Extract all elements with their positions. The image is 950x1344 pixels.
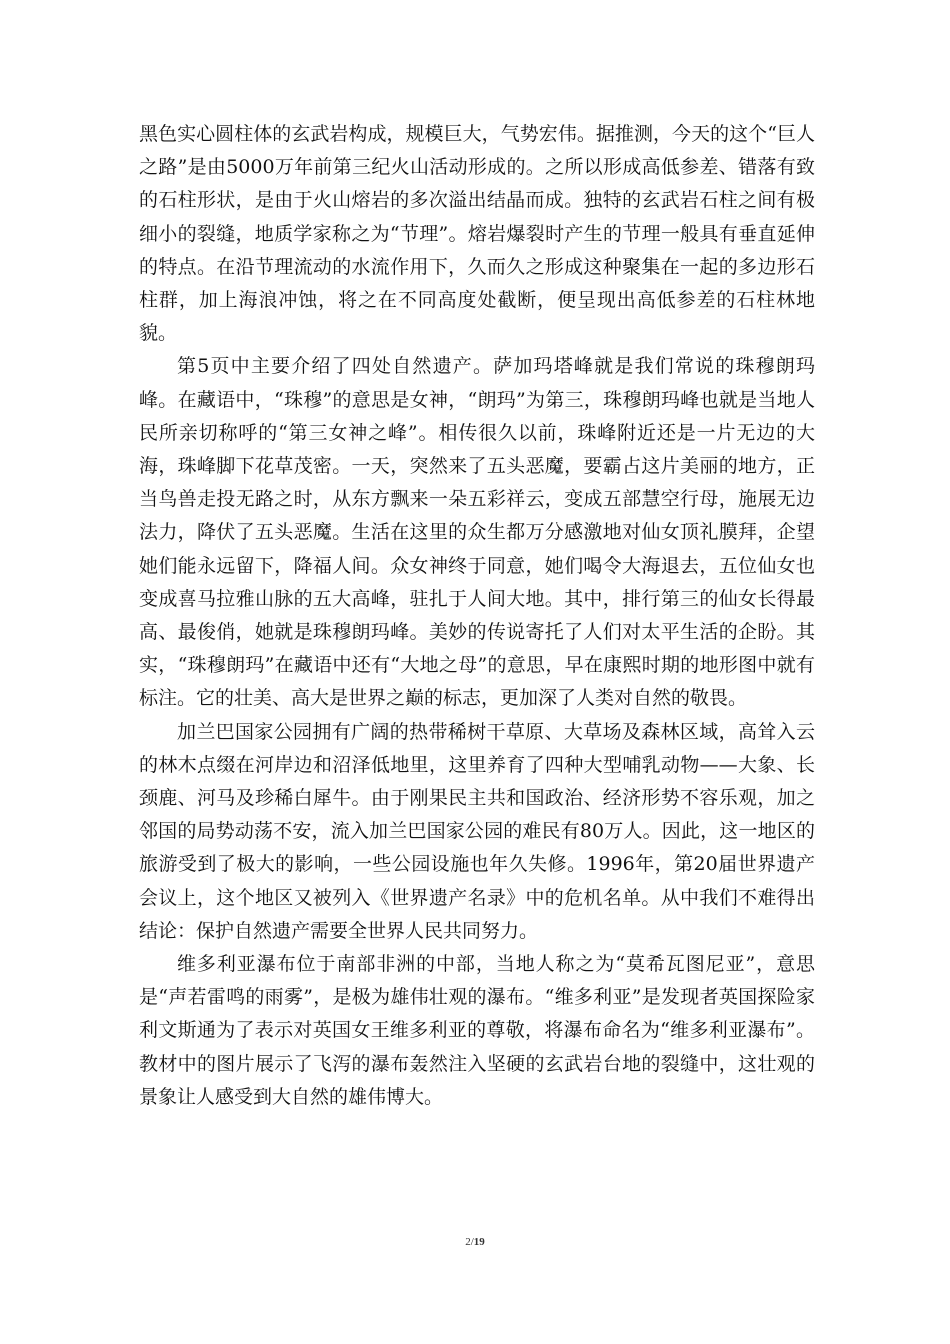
- paragraph-continuation: 黑色实心圆柱体的玄武岩构成，规模巨大，气势宏伟。据推测，今天的这个“巨人之路”是由5000万年前第三纪火山活动形成的。之所以形成高低参差、错落有致的石柱形状，是由于火山熔岩的多次溢出结晶而成。独特的玄武岩石柱之间有极细小的裂缝，地质学家称之为“节理”。熔岩爆裂时产生的节理一般具有垂直延伸的特点。在沿节理流动的水流作用下，久而久之形成这种聚集在一起的多边形石柱群，加上海浪冲蚀，将之在不同高度处截断，便呈现出高低参差的石柱林地貌。: [139, 123, 815, 345]
- page-number-current: 2/: [465, 1236, 474, 1248]
- page-number: [0, 1236, 950, 1248]
- document-body: [139, 118, 815, 1114]
- paragraph-garamba: 加兰巴国家公园拥有广阔的热带稀树干草原、大草场及森林区域，高耸入云的林木点缀在河岸边和沼泽低地里，这里养育了四种大型哺乳动物——大象、长颈鹿、河马及珍稀白犀牛。由于刚果民主共和国政治、经济形势不容乐观，加之邻国的局势动荡不安，流入加兰巴国家公园的难民有80万人。因此，这一地区的旅游受到了极大的影响，一些公园设施也年久失修。1996年，第20届世界遗产会议上，这个地区又被列入《世界遗产名录》中的危机名单。从中我们不难得出结论：保护自然遗产需要全世界人民共同努力。: [139, 720, 815, 942]
- paragraph-everest: 第5页中主要介绍了四处自然遗产。萨加玛塔峰就是我们常说的珠穆朗玛峰。在藏语中，“珠穆”的意思是女神，“朗玛”为第三，珠穆朗玛峰也就是当地人民所亲切称呼的“第三女神之峰”。相传很久以前，珠峰附近还是一片无边的大海，珠峰脚下花草茂密。一天，突然来了五头恶魔，要霸占这片美丽的地方，正当鸟兽走投无路之时，从东方飘来一朵五彩祥云，变成五部慧空行母，施展无边法力，降伏了五头恶魔。生活在这里的众生都万分感激地对仙女顶礼膜拜，企望她们能永远留下，降福人间。众女神终于同意，她们喝令大海退去，五位仙女也变成喜马拉雅山脉的五大高峰，驻扎于人间大地。其中，排行第三的仙女长得最高、最俊俏，她就是珠穆朗玛峰。美妙的传说寄托了人们对太平生活的企盼。其实，“珠穆朗玛”在藏语中还有“大地之母”的意思，早在康熙时期的地形图中就有标注。它的壮美、高大是世界之巅的标志，更加深了人类对自然的敬畏。: [139, 355, 815, 710]
- paragraph-victoria-falls: 维多利亚瀑布位于南部非洲的中部，当地人称之为“莫希瓦图尼亚”，意思是“声若雷鸣的雨雾”，是极为雄伟壮观的瀑布。“维多利亚”是发现者英国探险家利文斯通为了表示对英国女王维多利亚的尊敬，将瀑布命名为“维多利亚瀑布”。教材中的图片展示了飞泻的瀑布轰然注入坚硬的玄武岩台地的裂缝中，这壮观的景象让人感受到大自然的雄伟博大。: [139, 953, 815, 1108]
- page-number-total: 19: [473, 1236, 485, 1248]
